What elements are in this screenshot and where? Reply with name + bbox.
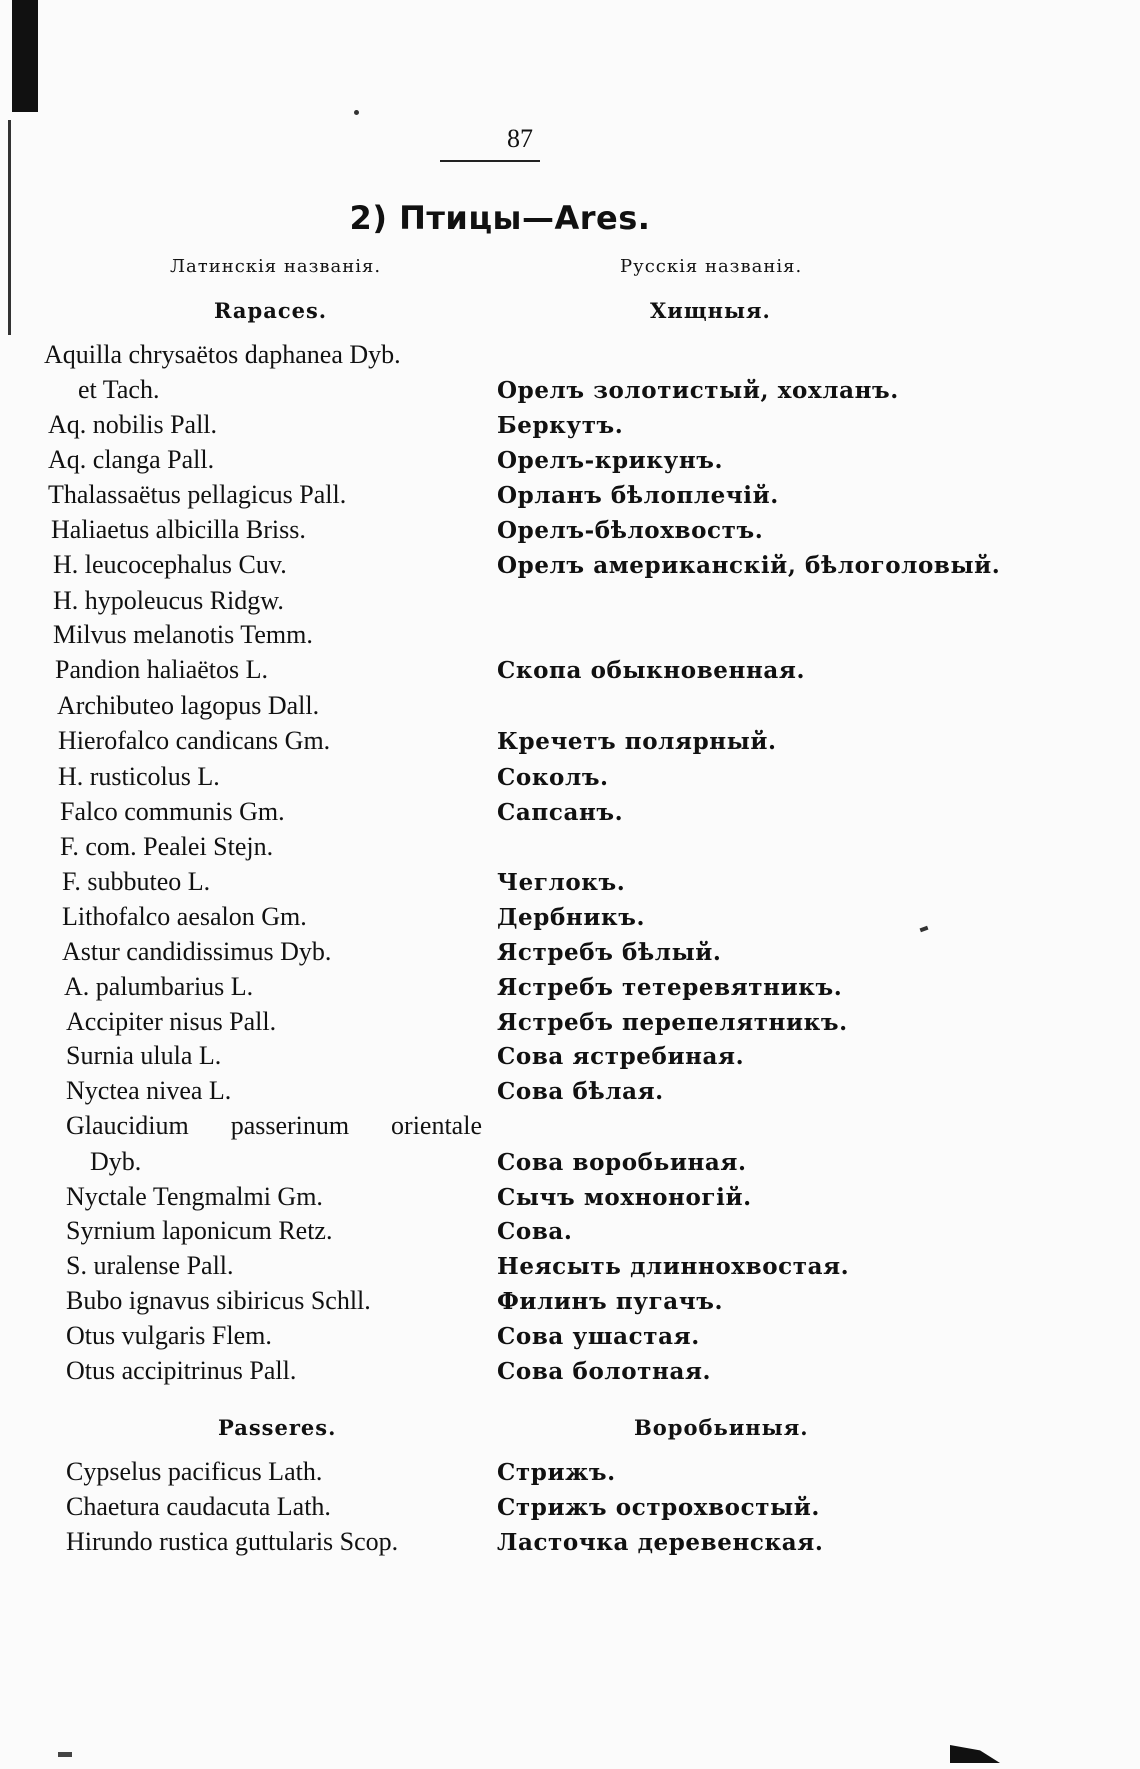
russian-name: Орелъ-бѣлохвостъ. bbox=[497, 517, 764, 544]
latin-name: Surnia ulula L. bbox=[66, 1041, 222, 1070]
russian-name: Ласточка деревенская. bbox=[497, 1529, 824, 1556]
latin-name: Aq. nobilis Pall. bbox=[48, 410, 218, 439]
russian-name: Ястребъ бѣлый. bbox=[497, 939, 722, 966]
list-item bbox=[0, 1321, 1140, 1356]
list-item bbox=[0, 937, 1140, 972]
latin-name: Nyctea nivea L. bbox=[66, 1076, 232, 1105]
page-number-rule bbox=[440, 160, 540, 162]
list-item bbox=[0, 375, 1140, 410]
list-item bbox=[0, 1251, 1140, 1286]
list-item bbox=[0, 1492, 1140, 1527]
binding-mark bbox=[12, 0, 38, 112]
page-number: 87 bbox=[507, 124, 533, 153]
list-item bbox=[0, 1457, 1140, 1492]
latin-name: Lithofalco aesalon Gm. bbox=[62, 902, 307, 931]
russian-name: Сова болотная. bbox=[497, 1358, 712, 1385]
latin-name: S. uralense Pall. bbox=[66, 1251, 234, 1280]
latin-name: Accipiter nisus Pall. bbox=[66, 1007, 277, 1036]
latin-name: Pandion haliaëtos L. bbox=[55, 655, 269, 684]
latin-name: Otus vulgaris Flem. bbox=[66, 1321, 272, 1350]
latin-name: Hirundo rustica guttularis Scop. bbox=[66, 1527, 399, 1556]
russian-name: Чеглокъ. bbox=[497, 869, 626, 896]
list-item bbox=[0, 1041, 1140, 1076]
list-item bbox=[0, 832, 1140, 867]
russian-name: Филинъ пугачъ. bbox=[497, 1288, 724, 1315]
list-item bbox=[0, 550, 1140, 585]
list-item bbox=[0, 340, 1140, 375]
section-heading-russian: Воробьиныя. bbox=[634, 1415, 809, 1440]
russian-name: Ястребъ перепелятникъ. bbox=[497, 1009, 848, 1036]
list-item bbox=[0, 515, 1140, 550]
list-item bbox=[0, 1216, 1140, 1251]
russian-name: Стрижъ. bbox=[497, 1459, 616, 1486]
russian-name: Кречетъ полярный. bbox=[497, 728, 777, 755]
latin-name: Falco communis Gm. bbox=[60, 797, 285, 826]
section-heading-russian: Хищныя. bbox=[650, 298, 771, 323]
list-item bbox=[0, 797, 1140, 832]
latin-name: A. palumbarius L. bbox=[64, 972, 254, 1001]
russian-name: Беркутъ. bbox=[497, 412, 624, 439]
section-heading-latin: Passeres. bbox=[218, 1415, 337, 1440]
speck bbox=[354, 110, 359, 115]
list-item bbox=[0, 902, 1140, 937]
latin-column-header: Латинскія названія. bbox=[170, 256, 382, 277]
latin-name: Thalassaëtus pellagicus Pall. bbox=[48, 480, 347, 509]
latin-name: Aq. clanga Pall. bbox=[48, 445, 215, 474]
list-item bbox=[0, 586, 1140, 621]
list-item bbox=[0, 1147, 1140, 1182]
list-item bbox=[0, 972, 1140, 1007]
russian-name: Скопа обыкновенная. bbox=[497, 657, 806, 684]
list-item bbox=[0, 445, 1140, 480]
list-item bbox=[0, 726, 1140, 761]
list-item bbox=[0, 867, 1140, 902]
latin-name: Archibuteo lagopus Dall. bbox=[57, 691, 320, 720]
latin-name: F. com. Pealei Stejn. bbox=[60, 832, 274, 861]
latin-name: Astur candidissimus Dyb. bbox=[62, 937, 332, 966]
russian-column-header: Русскія названія. bbox=[620, 256, 803, 277]
list-item bbox=[0, 1076, 1140, 1111]
russian-name: Сова воробьиная. bbox=[497, 1149, 747, 1176]
list-item bbox=[0, 1111, 1140, 1146]
latin-name: et Tach. bbox=[78, 375, 160, 404]
russian-name: Сычъ мохноногій. bbox=[497, 1184, 752, 1211]
russian-name: Неясыть длиннохвостая. bbox=[497, 1253, 850, 1280]
list-item bbox=[0, 480, 1140, 515]
russian-name: Орелъ золотистый, хохланъ. bbox=[497, 377, 899, 404]
latin-name: H. leucocephalus Cuv. bbox=[53, 550, 287, 579]
latin-name: F. subbuteo L. bbox=[62, 867, 211, 896]
russian-name: Сова ястребиная. bbox=[497, 1043, 745, 1070]
latin-name: Milvus melanotis Temm. bbox=[53, 620, 313, 649]
russian-name: Сова. bbox=[497, 1218, 573, 1245]
russian-name: Ястребъ тетеревятникъ. bbox=[497, 974, 843, 1001]
russian-name: Соколъ. bbox=[497, 764, 609, 791]
list-item bbox=[0, 1527, 1140, 1562]
list-item bbox=[0, 655, 1140, 690]
russian-name: Сова ушастая. bbox=[497, 1323, 700, 1350]
latin-name: H. hypoleucus Ridgw. bbox=[53, 586, 284, 615]
russian-name: Стрижъ острохвостый. bbox=[497, 1494, 821, 1521]
latin-name: Haliaetus albicilla Briss. bbox=[51, 515, 306, 544]
list-item bbox=[0, 410, 1140, 445]
latin-name: Cypselus pacificus Lath. bbox=[66, 1457, 323, 1486]
latin-name: Syrnium laponicum Retz. bbox=[66, 1216, 333, 1245]
page-edge-mark bbox=[950, 1745, 1000, 1763]
russian-name: Орланъ бѣлоплечій. bbox=[497, 482, 779, 509]
page-title: 2) Птицы—Ares. bbox=[349, 199, 651, 237]
latin-name: Otus accipitrinus Pall. bbox=[66, 1356, 297, 1385]
latin-name: Glaucidium passerinum orientale bbox=[66, 1111, 482, 1140]
list-item bbox=[0, 762, 1140, 797]
section-heading-latin: Rapaces. bbox=[214, 298, 328, 323]
russian-name: Сапсанъ. bbox=[497, 799, 624, 826]
list-item bbox=[0, 620, 1140, 655]
list-item bbox=[0, 1182, 1140, 1217]
russian-name: Орелъ-крикунъ. bbox=[497, 447, 724, 474]
list-item bbox=[0, 1007, 1140, 1042]
list-item bbox=[0, 1286, 1140, 1321]
latin-name: Aquilla chrysaëtos daphanea Dyb. bbox=[44, 340, 401, 369]
russian-name: Сова бѣлая. bbox=[497, 1078, 664, 1105]
speck bbox=[58, 1752, 72, 1757]
latin-name: Nyctale Tengmalmi Gm. bbox=[66, 1182, 323, 1211]
russian-name: Дербникъ. bbox=[497, 904, 646, 931]
latin-name: Hierofalco candicans Gm. bbox=[58, 726, 331, 755]
russian-name: Орелъ американскій, бѣлоголовый. bbox=[497, 552, 1001, 579]
latin-name: Dyb. bbox=[90, 1147, 142, 1176]
latin-name: H. rusticolus L. bbox=[58, 762, 220, 791]
list-item bbox=[0, 691, 1140, 726]
list-item bbox=[0, 1356, 1140, 1391]
latin-name: Chaetura caudacuta Lath. bbox=[66, 1492, 331, 1521]
latin-name: Bubo ignavus sibiricus Schll. bbox=[66, 1286, 371, 1315]
